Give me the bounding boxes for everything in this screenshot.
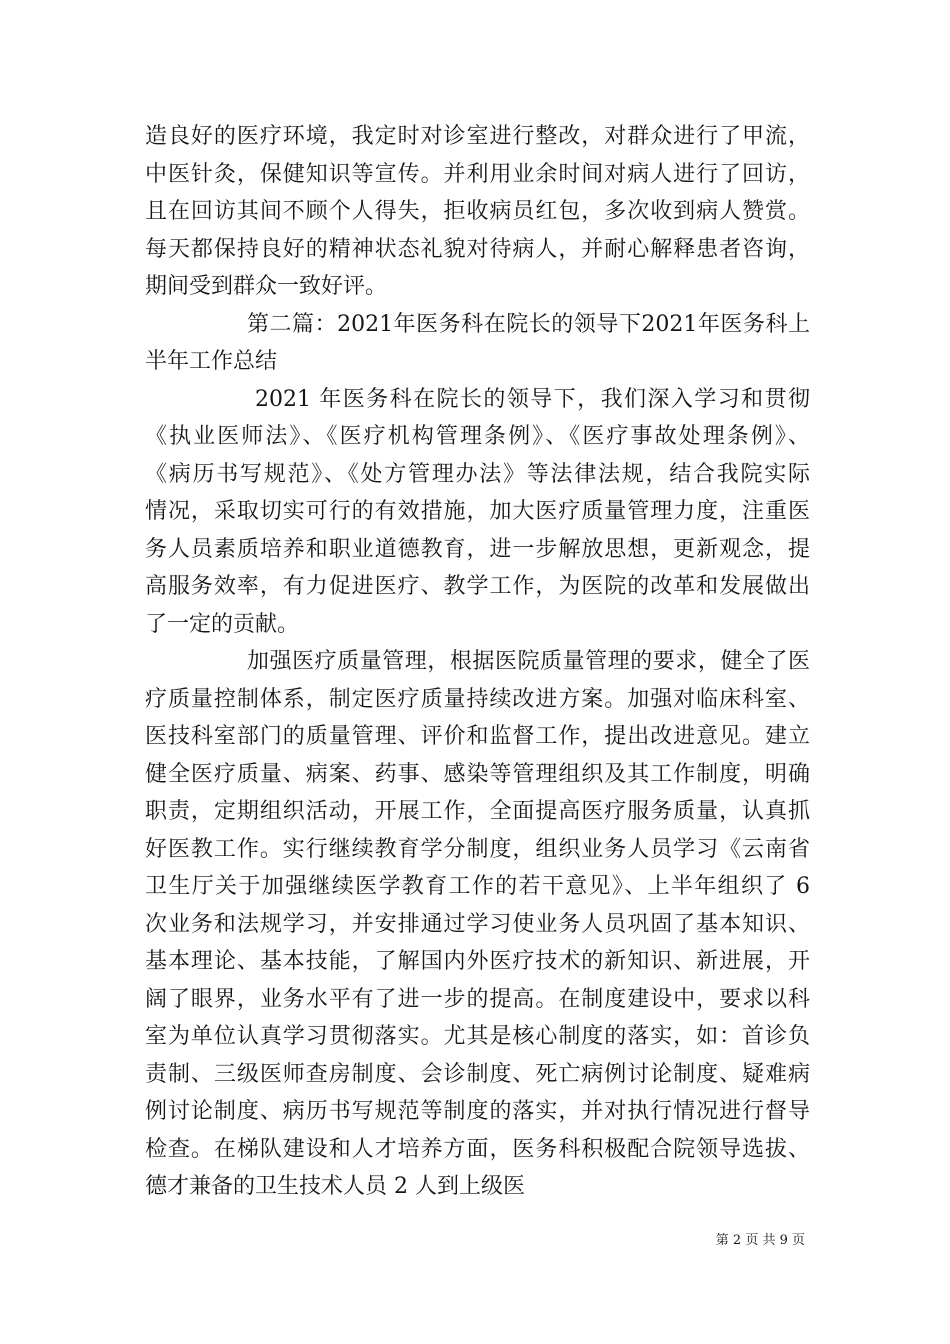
text-line: 期间受到群众一致好评。 (145, 274, 388, 299)
document-body (145, 118, 810, 1206)
text-line: 室为单位认真学习贯彻落实。尤其是核心制度的落实，如：首诊负 (145, 1024, 810, 1049)
text-line: 职责，定期组织活动，开展工作，全面提高医疗服务质量，认真抓 (145, 799, 810, 824)
text-line: 健全医疗质量、病案、药事、感染等管理组织及其工作制度，明确 (145, 761, 810, 787)
text-line: 务人员素质培养和职业道德教育，进一步解放思想，更新观念，提 (145, 536, 810, 562)
paragraph-first-line: 2021 年医务科在院长的领导下，我们深入学习和贯彻 (255, 386, 810, 412)
text-line: 例讨论制度、病历书写规范等制度的落实，并对执行情况进行督导 (145, 1099, 810, 1124)
page-number-footer: 第 2 页 共 9 页 (715, 1233, 805, 1248)
text-line: 检查。在梯队建设和人才培养方面，医务科积极配合院领导选拔、 (145, 1136, 810, 1162)
text-line: 医技科室部门的质量管理、评价和监督工作，提出改进意见。建立 (145, 724, 810, 749)
text-line: 基本理论、基本技能，了解国内外医疗技术的新知识、新进展，开 (145, 949, 810, 974)
text-line: 好医教工作。实行继续教育学分制度，组织业务人员学习《云南省 (145, 836, 810, 862)
text-line: 德才兼备的卫生技术人员 2 人到上级医 (145, 1174, 525, 1199)
paragraph-first-line: 加强医疗质量管理，根据医院质量管理的要求，健全了医 (247, 649, 810, 674)
text-line: 高服务效率，有力促进医疗、教学工作，为医院的改革和发展做出 (145, 574, 810, 599)
text-line: 情况，采取切实可行的有效措施，加大医疗质量管理力度，注重医 (145, 499, 810, 524)
text-line: 且在回访其间不顾个人得失，拒收病员红包，多次收到病人赞赏。 (145, 199, 810, 224)
text-line: 责制、三级医师查房制度、会诊制度、死亡病例讨论制度、疑难病 (145, 1061, 810, 1087)
text-line: 阔了眼界，业务水平有了进一步的提高。在制度建设中，要求以科 (145, 986, 810, 1012)
text-line: 《病历书写规范》、《处方管理办法》等法律法规，结合我院实际 (145, 461, 810, 487)
text-line: 每天都保持良好的精神状态礼貌对待病人，并耐心解释患者咨询， (145, 236, 810, 262)
text-line: 了一定的贡献。 (145, 611, 300, 637)
section-heading-line: 半年工作总结 (145, 349, 278, 374)
text-line: 卫生厅关于加强继续医学教育工作的若干意见》、上半年组织了 6 (145, 874, 810, 899)
text-line: 次业务和法规学习，并安排通过学习使业务人员巩固了基本知识、 (145, 911, 810, 937)
text-line: 疗质量控制体系，制定医疗质量持续改进方案。加强对临床科室、 (145, 686, 810, 712)
text-line: 造良好的医疗环境，我定时对诊室进行整改，对群众进行了甲流， (145, 124, 810, 149)
text-line: 《执业医师法》、《医疗机构管理条例》、《医疗事故处理条例》、 (145, 424, 810, 449)
text-line: 中医针灸，保健知识等宣传。并利用业余时间对病人进行了回访， (145, 161, 810, 187)
section-heading-line: 第二篇：2021年医务科在院长的领导下2021年医务科上 (247, 311, 810, 337)
